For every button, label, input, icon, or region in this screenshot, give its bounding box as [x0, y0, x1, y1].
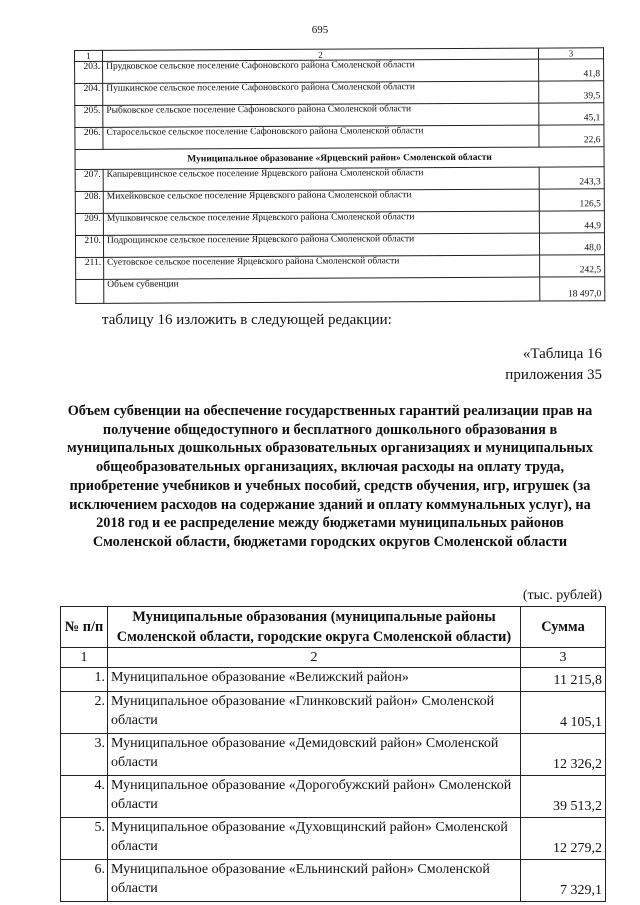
table-row: [75, 125, 604, 150]
row-name: Муниципальное образование «Духовщинский район» Смоленской области: [108, 818, 521, 860]
row-name: Муниципальное образование «Демидовский район» Смоленской области: [108, 734, 521, 776]
table-row: [61, 692, 606, 734]
document-title: Объем субвенции на обеспечение государственных гарантий реализации прав на получение общедоступного и бесплатного дошкольного образования в муниципальных дошкольных образовательных организациях и муниципальных общеобразовательных организациях, включая расходы на оплату труда, приобретение учебников и учебных пособий, средств обучения, игр, игрушек (за исключением расходов на содержание зданий и оплату коммунальных услуг), на 2018 год и ее распределение между бюджетами муниципальных районов Смоленской области, бюджетами городских округов Смоленской области: [67, 403, 593, 550]
column-number: 3: [521, 648, 606, 668]
column-number: 3: [538, 48, 603, 59]
table-row: [61, 818, 606, 860]
row-value: 12 279,2: [521, 818, 606, 860]
row-value: 44,9: [539, 211, 604, 233]
header-sum: Сумма: [521, 607, 606, 648]
section-title: Муниципальное образование «Ярцевский район» Смоленской области: [75, 147, 604, 170]
total-row: [76, 277, 605, 304]
row-value: 22,6: [539, 125, 604, 147]
row-number: 2.: [61, 692, 108, 734]
row-value: 39,5: [539, 81, 604, 103]
row-name: Подрощинское сельское поселение Ярцевского района Смоленской области: [103, 233, 539, 257]
column-number: 2: [103, 48, 539, 61]
row-number: 210.: [75, 235, 103, 257]
row-name: Муниципальное образование «Глинковский район» Смоленской области: [108, 692, 521, 734]
row-value: 41,8: [539, 59, 604, 81]
row-value: 48,0: [539, 233, 604, 255]
total-number-cell: [76, 279, 104, 303]
row-number: 204.: [75, 83, 103, 105]
table-column-numbers: [61, 648, 606, 668]
row-value: 7 329,1: [521, 860, 606, 902]
row-value: 12 326,2: [521, 734, 606, 776]
row-name: Муниципальное образование «Велижский район»: [108, 668, 521, 692]
row-name: Муниципальное образование «Ельнинский район» Смоленской области: [108, 860, 521, 902]
column-number: 1: [75, 50, 103, 61]
table-header: [61, 607, 606, 648]
section-row: [75, 147, 604, 170]
row-name: Прудковское сельское поселение Сафоновского района Смоленской области: [103, 59, 539, 83]
row-name: Пушкинское сельское поселение Сафоновского района Смоленской области: [103, 81, 539, 105]
row-number: 203.: [75, 61, 103, 83]
row-value: 45,1: [539, 103, 604, 125]
row-value: 243,3: [539, 167, 604, 189]
row-name: Муниципальное образование «Дорогобужский район» Смоленской области: [108, 776, 521, 818]
units-label: (тыс. рублей): [522, 588, 602, 603]
page-number: 695: [311, 24, 329, 36]
row-number: 4.: [61, 776, 108, 818]
row-number: 1.: [61, 668, 108, 692]
row-number: 209.: [75, 213, 103, 235]
row-number: 207.: [75, 169, 103, 191]
table-row: [76, 255, 605, 280]
total-label: Объем субвенции: [104, 277, 540, 303]
table-row: [61, 668, 606, 692]
row-number: 6.: [61, 860, 108, 902]
row-number: 205.: [75, 105, 103, 127]
row-name: Капыревщинское сельское поселение Ярцевского района Смоленской области: [103, 167, 539, 191]
row-number: 211.: [76, 257, 104, 279]
row-number: 3.: [61, 734, 108, 776]
column-number: 2: [108, 648, 521, 668]
row-name: Суетовское сельское поселение Ярцевского района Смоленской области: [104, 255, 540, 279]
row-number: 5.: [61, 818, 108, 860]
subvention-table: [60, 606, 606, 902]
row-value: 126,5: [539, 189, 604, 211]
caption-appendix: приложения 35: [505, 367, 602, 383]
continued-table: [74, 47, 605, 304]
row-value: 39 513,2: [521, 776, 606, 818]
row-name: Старосельское сельское поселение Сафоновского района Смоленской области: [103, 125, 539, 149]
table-row: [75, 189, 604, 214]
header-number: № п/п: [61, 607, 108, 648]
row-value: 11 215,8: [521, 668, 606, 692]
table-caption: [505, 344, 602, 386]
caption-table-number: «Таблица 16: [522, 346, 602, 362]
row-value: 4 105,1: [521, 692, 606, 734]
row-value: 242,5: [540, 255, 605, 277]
table-row: [61, 776, 606, 818]
column-number: 1: [61, 648, 108, 668]
row-number: 206.: [75, 127, 103, 149]
table-row: [75, 211, 604, 236]
intro-text: таблицу 16 изложить в следующей редакции:: [102, 312, 392, 328]
table-row: [75, 59, 604, 84]
header-municipality: Муниципальные образования (муниципальные районы Смоленской области, городские округа Смоленской области): [108, 607, 521, 648]
row-name: Мушковичское сельское поселение Ярцевского района Смоленской области: [103, 211, 539, 235]
table-row: [75, 167, 604, 192]
row-number: 208.: [75, 191, 103, 213]
row-name: Рыбковское сельское поселение Сафоновского района Смоленской области: [103, 103, 539, 127]
row-name: Михейковское сельское поселение Ярцевского района Смоленской области: [103, 189, 539, 213]
table-row: [75, 81, 604, 106]
table-row: [61, 860, 606, 902]
total-value: 18 497,0: [540, 277, 605, 301]
table-row: [61, 734, 606, 776]
table-row: [75, 103, 604, 128]
table-row: [75, 233, 604, 258]
